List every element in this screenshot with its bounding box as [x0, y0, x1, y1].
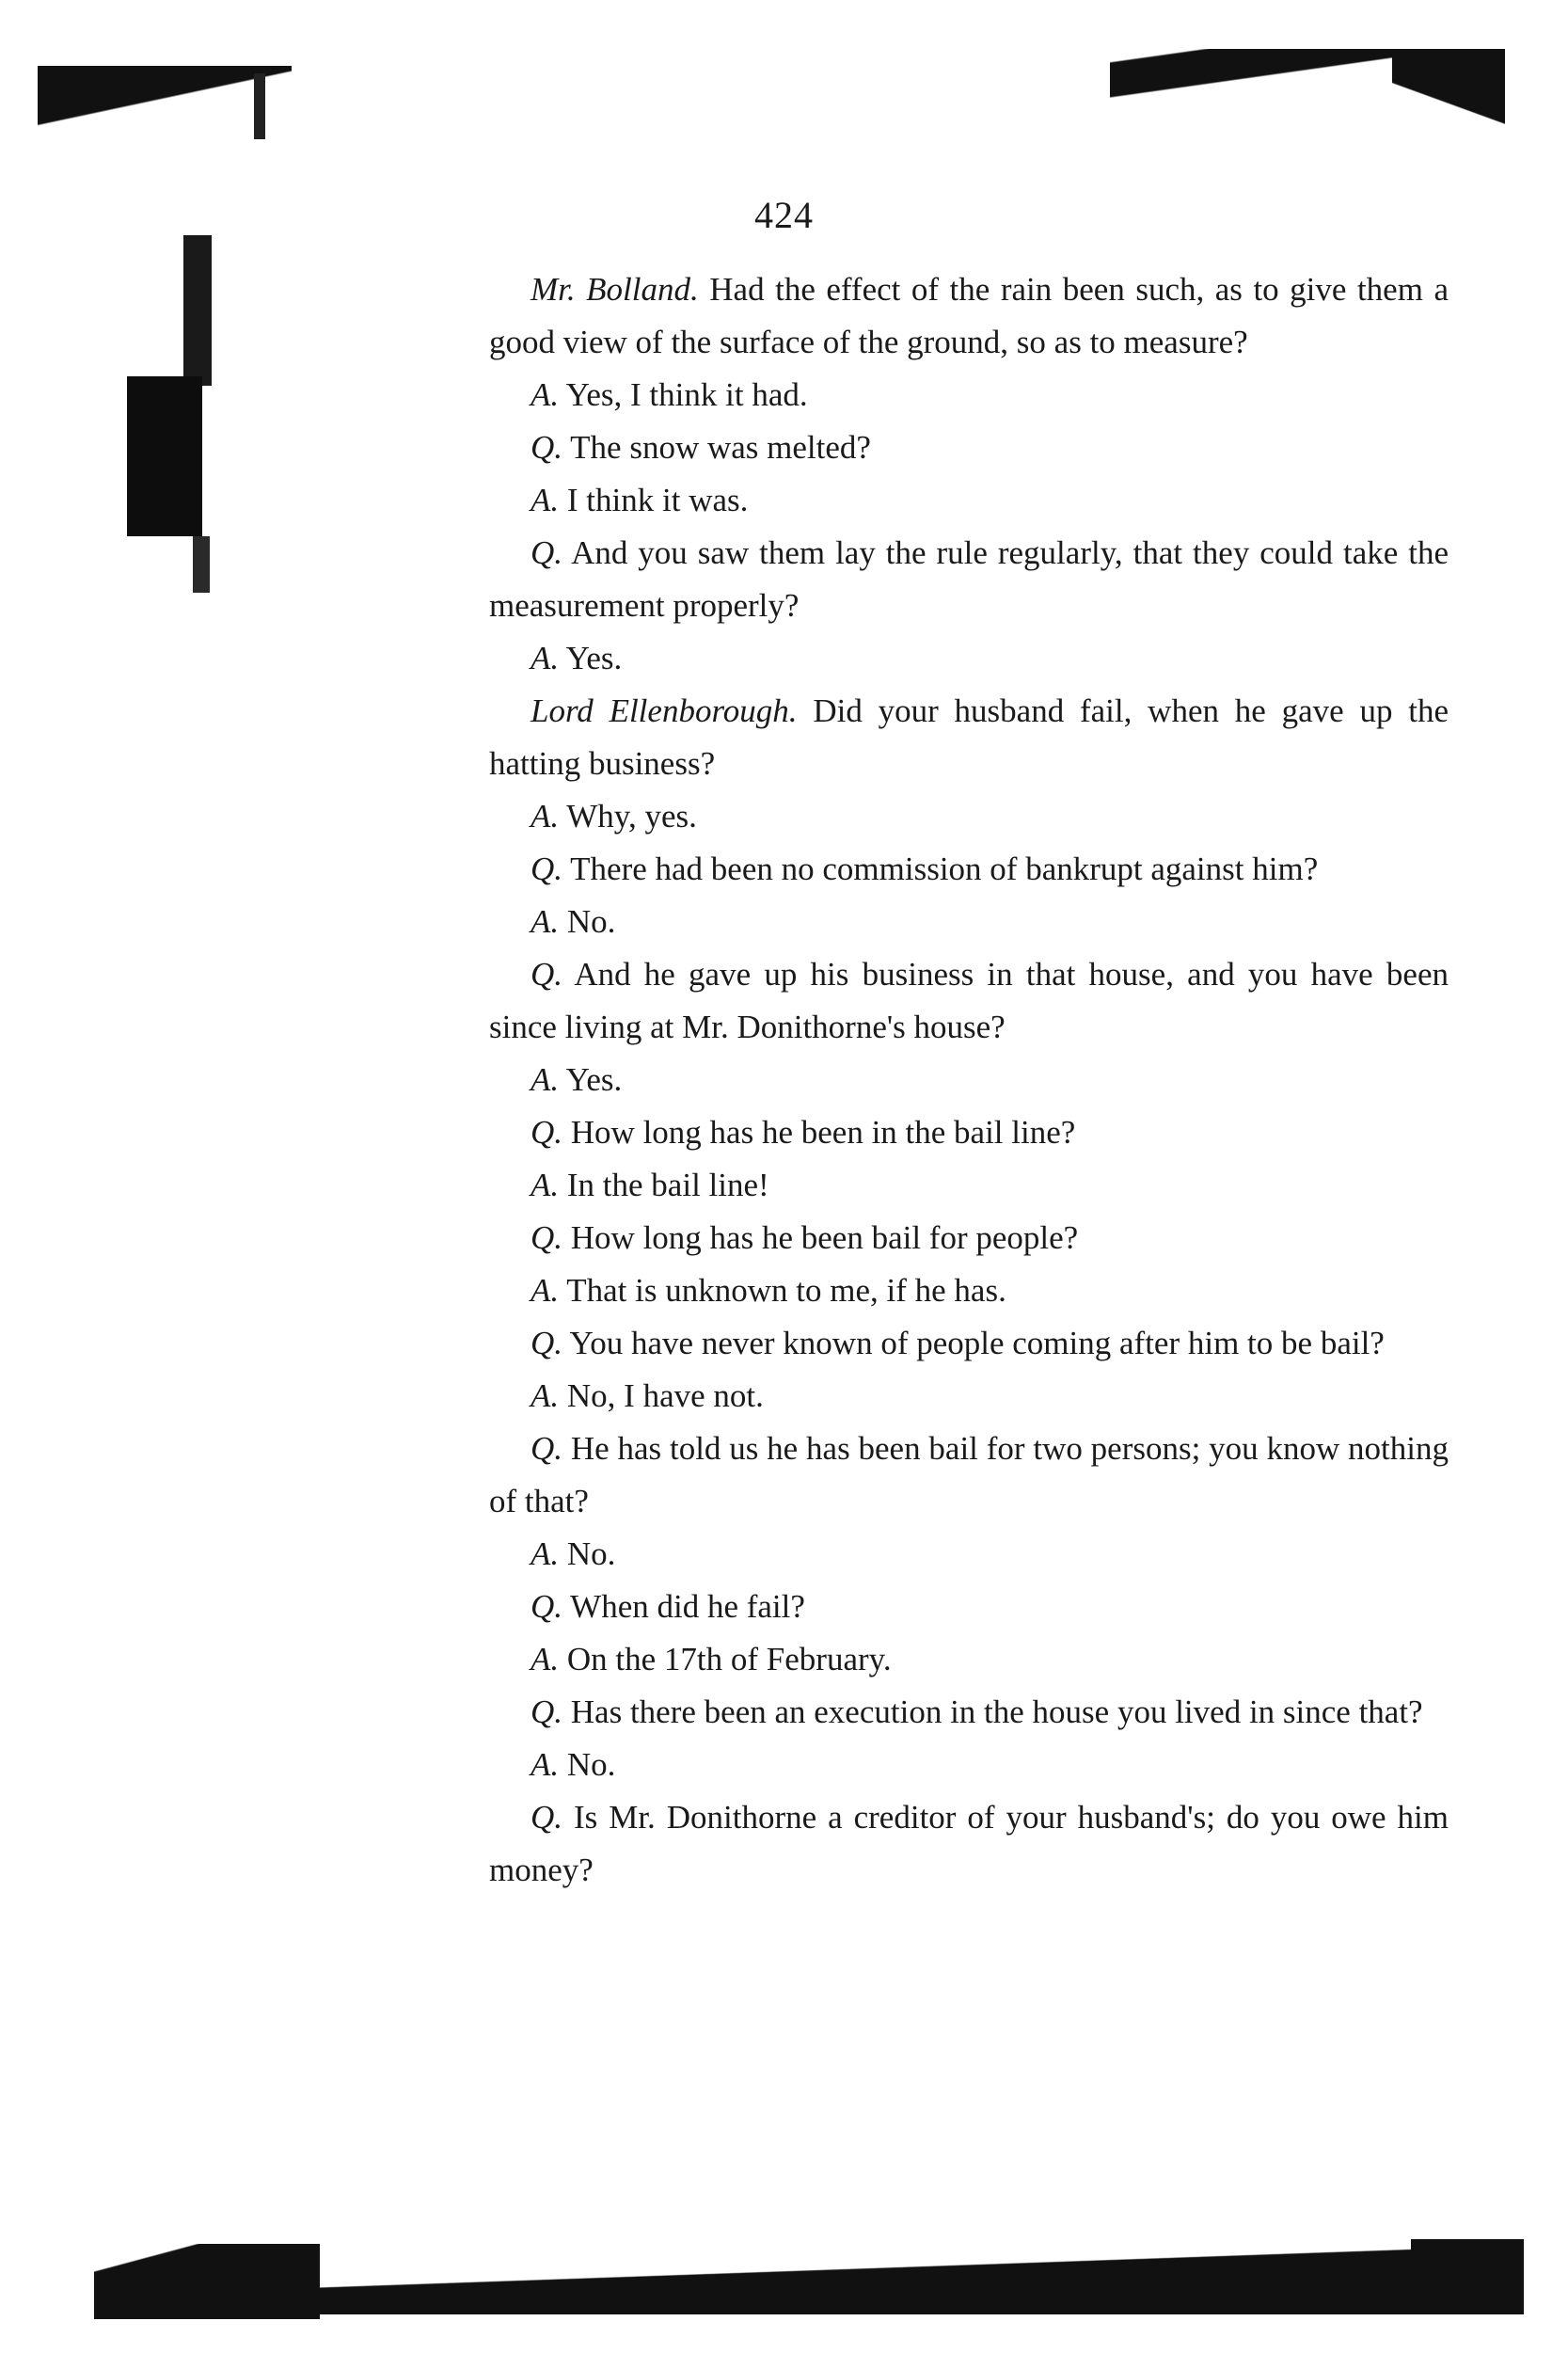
paragraph-text: Yes, I think it had. [565, 376, 808, 413]
scan-edge-shadow [1411, 2239, 1524, 2305]
speaker-label: Q. [531, 534, 563, 571]
scan-edge-shadow [94, 2249, 1524, 2314]
speaker-label: A. [531, 1641, 560, 1677]
paragraph-text: That is unknown to me, if he has. [566, 1272, 1006, 1309]
paragraph-text: Is Mr. Donithorne a creditor of your husband's; do you owe him money? [489, 1799, 1449, 1888]
speaker-label: Q. [531, 956, 563, 993]
paragraph-text: On the 17th of February. [566, 1641, 892, 1677]
speaker-label: Q. [531, 1693, 563, 1730]
paragraph-text: I think it was. [566, 482, 749, 518]
paragraph-text: When did he fail? [570, 1588, 805, 1625]
paragraph-text: Had the effect of the rain been such, as to give them a good view of the surface of the ground, so as to measure? [489, 271, 1449, 360]
speaker-label: A. [531, 1167, 560, 1203]
transcript-paragraph [489, 632, 1449, 685]
speaker-label: A. [531, 640, 560, 676]
transcript-paragraph [489, 948, 1449, 1054]
transcript-paragraph [489, 263, 1449, 369]
speaker-label: Lord Ellenborough. [531, 692, 798, 729]
speaker-label: Q. [531, 1325, 563, 1361]
transcript-paragraph [489, 1791, 1449, 1897]
paragraph-text: There had been no commission of bankrupt against him? [570, 851, 1319, 887]
paragraph-text: How long has he been bail for people? [570, 1219, 1079, 1256]
scan-edge-shadow [1392, 49, 1505, 143]
transcript-paragraph [489, 1528, 1449, 1581]
transcript-paragraph [489, 1686, 1449, 1739]
speaker-label: Q. [531, 1588, 563, 1625]
transcript-paragraph [489, 843, 1449, 896]
transcript-paragraph [489, 527, 1449, 632]
paragraph-text: In the bail line! [566, 1167, 769, 1203]
speaker-label: Q. [531, 851, 563, 887]
speaker-label: A. [531, 376, 560, 413]
speaker-label: A. [531, 1272, 560, 1309]
speaker-label: A. [531, 1746, 560, 1783]
speaker-label: A. [531, 482, 560, 518]
transcript-paragraph [489, 1212, 1449, 1264]
transcript-paragraph [489, 1159, 1449, 1212]
speaker-label: A. [531, 903, 560, 940]
transcript-paragraph [489, 685, 1449, 790]
paragraph-text: No, I have not. [566, 1377, 764, 1414]
transcript-paragraph [489, 1370, 1449, 1423]
binding-shadow [127, 376, 202, 536]
transcript-paragraph [489, 1739, 1449, 1791]
transcript-paragraph [489, 790, 1449, 843]
transcript-paragraph [489, 421, 1449, 474]
paragraph-text: Did your husband fail, when he gave up the hatting business? [489, 692, 1449, 782]
speaker-label: Q. [531, 1114, 563, 1151]
transcript-paragraph [489, 1054, 1449, 1106]
transcript-paragraph [489, 369, 1449, 421]
speaker-label: A. [531, 798, 560, 835]
paragraph-text: The snow was melted? [570, 429, 871, 466]
paragraph-text: Has there been an execution in the house you lived in since that? [570, 1693, 1423, 1730]
paragraph-text: Yes. [565, 640, 623, 676]
speaker-label: Q. [531, 1799, 563, 1836]
transcript-paragraph [489, 896, 1449, 948]
paragraph-text: No. [566, 1746, 616, 1783]
paragraph-text: And he gave up his business in that house, and you have been since living at Mr. Donithorne's house? [489, 956, 1449, 1045]
binding-shadow [193, 536, 210, 593]
transcript-paragraph [489, 1106, 1449, 1159]
transcript-paragraph [489, 1423, 1449, 1528]
paragraph-text: You have never known of people coming after him to be bail? [569, 1325, 1385, 1361]
speaker-label: Q. [531, 1430, 563, 1467]
transcript-paragraph [489, 1317, 1449, 1370]
scan-edge-shadow [254, 73, 265, 139]
page-number: 424 [754, 194, 814, 236]
paragraph-text: He has told us he has been bail for two persons; you know nothing of that? [489, 1430, 1449, 1519]
paragraph-text: No. [566, 1535, 616, 1572]
paragraph-text: No. [566, 903, 616, 940]
paragraph-text: Why, yes. [566, 798, 697, 835]
speaker-label: Mr. Bolland. [531, 271, 699, 308]
speaker-label: A. [531, 1061, 560, 1098]
paragraph-text: And you saw them lay the rule regularly, that they could take the measurement properly? [489, 534, 1449, 624]
transcript-paragraph [489, 1264, 1449, 1317]
speaker-label: Q. [531, 429, 563, 466]
transcript-paragraph [489, 1581, 1449, 1633]
binding-shadow [183, 235, 212, 386]
speaker-label: A. [531, 1377, 560, 1414]
paragraph-text: How long has he been in the bail line? [570, 1114, 1076, 1151]
transcript-paragraph [489, 1633, 1449, 1686]
transcript-text [489, 263, 1449, 1897]
transcript-paragraph [489, 474, 1449, 527]
paragraph-text: Yes. [565, 1061, 623, 1098]
speaker-label: A. [531, 1535, 560, 1572]
speaker-label: Q. [531, 1219, 563, 1256]
